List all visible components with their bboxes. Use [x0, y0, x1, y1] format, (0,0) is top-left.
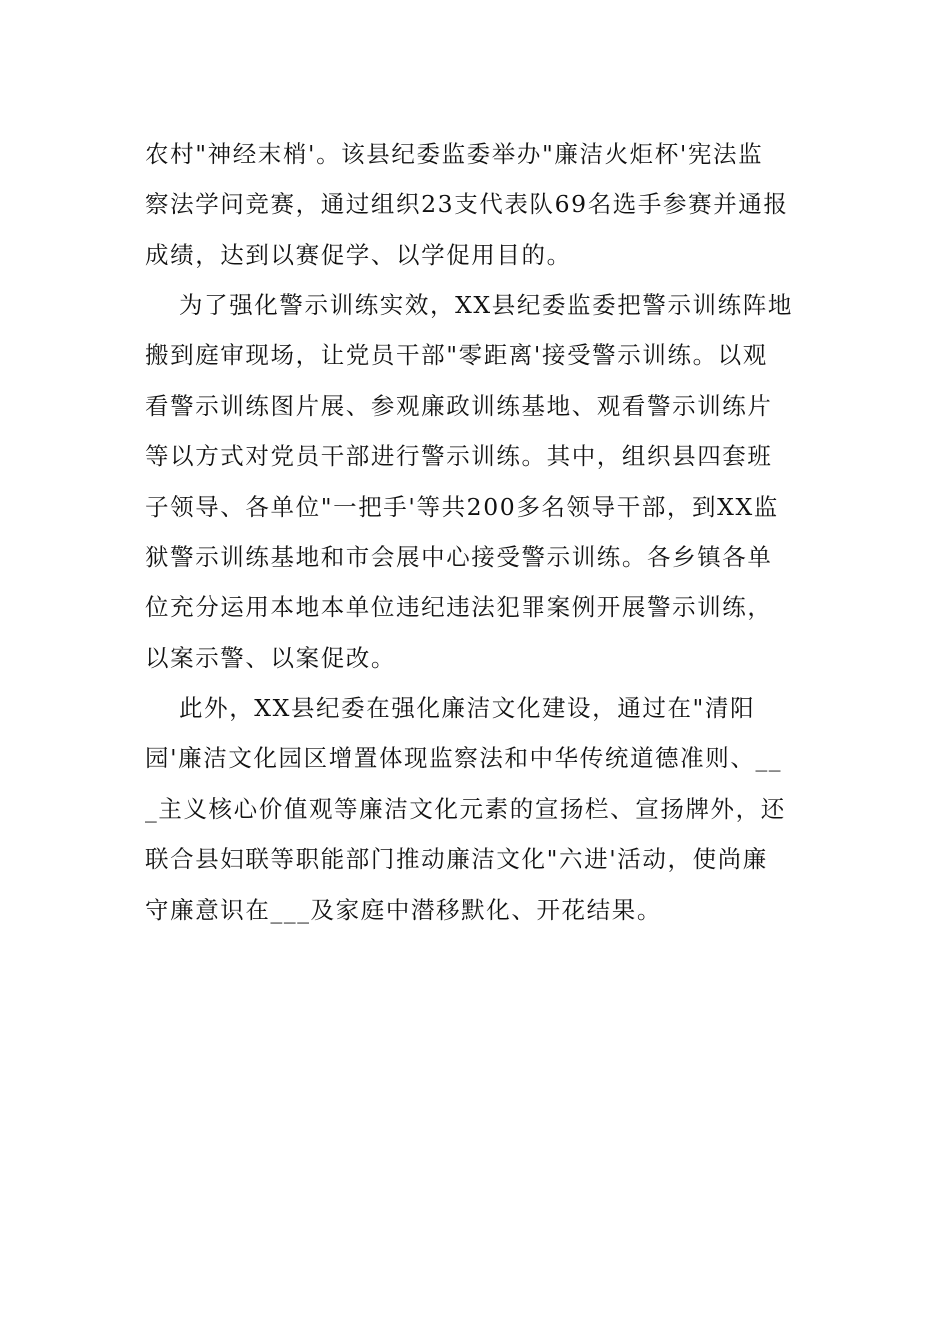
paragraph-line: 农村"神经末梢'。该县纪委监委举办"廉洁火炬杯'宪法监	[145, 140, 764, 168]
paragraph-line: 以案示警、以案促改。	[145, 643, 396, 672]
paragraph-line: 为了强化警示训练实效，XX县纪委监委把警示训练阵地	[179, 291, 793, 319]
paragraph-2	[145, 280, 810, 683]
paragraph-line: 子领导、各单位"一把手'等共200多名领导干部，到XX监	[145, 492, 779, 521]
paragraph-line: 守廉意识在___及家庭中潜移默化、开花结果。	[145, 895, 662, 924]
paragraph-line: 察法学问竞赛，通过组织23支代表队69名选手参赛并通报	[145, 190, 789, 219]
paragraph-line: 此外，XX县纪委在强化廉洁文化建设，通过在"清阳	[179, 694, 756, 722]
paragraph-1	[145, 129, 810, 280]
paragraph-line: 位充分运用本地本单位违纪违法犯罪案例开展警示训练，	[145, 593, 773, 622]
paragraph-line: 园'廉洁文化园区增置体现监察法和中华传统道德准则、__	[145, 744, 783, 773]
paragraph-line: _主义核心价值观等廉洁文化元素的宣扬栏、宣扬牌外，还	[145, 794, 786, 823]
paragraph-line: 等以方式对党员干部进行警示训练。其中，组织县四套班	[145, 442, 773, 471]
paragraph-line: 成绩，达到以赛促学、以学促用目的。	[145, 240, 572, 269]
paragraph-line: 搬到庭审现场，让党员干部"零距离'接受警示训练。以观	[145, 341, 768, 370]
paragraph-line: 联合县妇联等职能部门推动廉洁文化"六进'活动，使尚廉	[145, 845, 768, 874]
paragraph-line: 狱警示训练基地和市会展中心接受警示训练。各乡镇各单	[145, 542, 773, 571]
paragraph-line: 看警示训练图片展、参观廉政训练基地、观看警示训练片	[145, 391, 773, 420]
paragraph-3	[145, 683, 810, 935]
